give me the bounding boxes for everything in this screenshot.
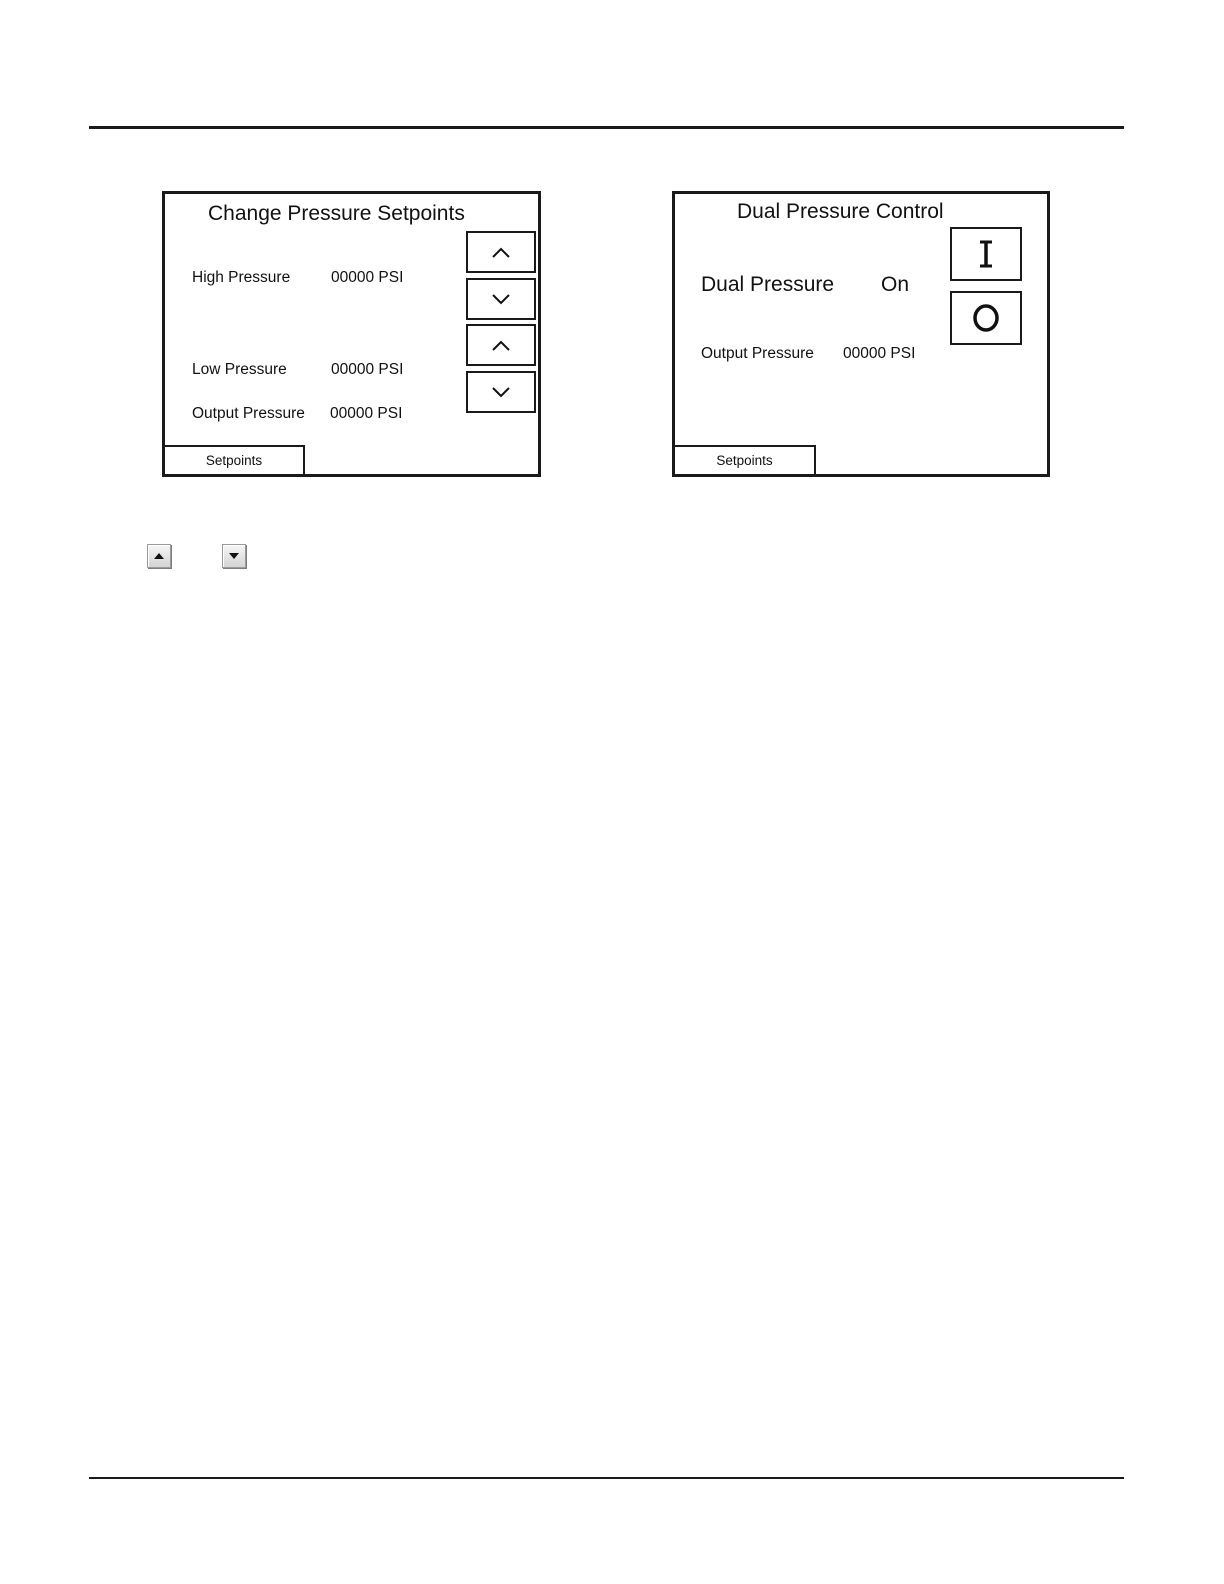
low-pressure-label: Low Pressure [192,361,287,378]
high-pressure-decrease-button[interactable] [466,278,536,320]
chevron-down-icon [492,387,510,398]
low-pressure-decrease-button[interactable] [466,371,536,413]
dual-pressure-status: On [881,273,910,296]
footer-rule [89,1477,1124,1479]
header-rule [89,126,1124,129]
screen-title: Change Pressure Setpoints [208,202,465,225]
dual-pressure-label: Dual Pressure [701,273,835,296]
low-pressure-increase-button[interactable] [466,324,536,366]
dual-pressure-off-button[interactable] [950,291,1022,345]
dual-pressure-on-button[interactable] [950,227,1022,281]
output-pressure-value: 00000 PSI [330,405,403,422]
output-pressure-label: Output Pressure [192,405,305,422]
chevron-up-icon [492,247,510,258]
scroll-up-arrow-icon [147,544,171,568]
triangle-down-icon [229,553,239,559]
dual-pressure-screen [672,191,1050,477]
screen-title: Dual Pressure Control [737,200,944,223]
setpoints-screen [162,191,541,477]
high-pressure-increase-button[interactable] [466,231,536,273]
output-pressure-label: Output Pressure [701,345,814,362]
high-pressure-value: 00000 PSI [331,269,404,286]
chevron-up-icon [492,340,510,351]
scroll-down-arrow-icon [222,544,246,568]
power-on-icon [977,239,995,269]
power-off-icon [971,303,1001,333]
chevron-down-icon [492,294,510,305]
tab-setpoints[interactable]: Setpoints [675,445,816,474]
tab-setpoints[interactable]: Setpoints [165,445,305,474]
high-pressure-label: High Pressure [192,269,291,286]
low-pressure-value: 00000 PSI [331,361,404,378]
triangle-up-icon [154,553,164,559]
output-pressure-value: 00000 PSI [843,345,916,362]
